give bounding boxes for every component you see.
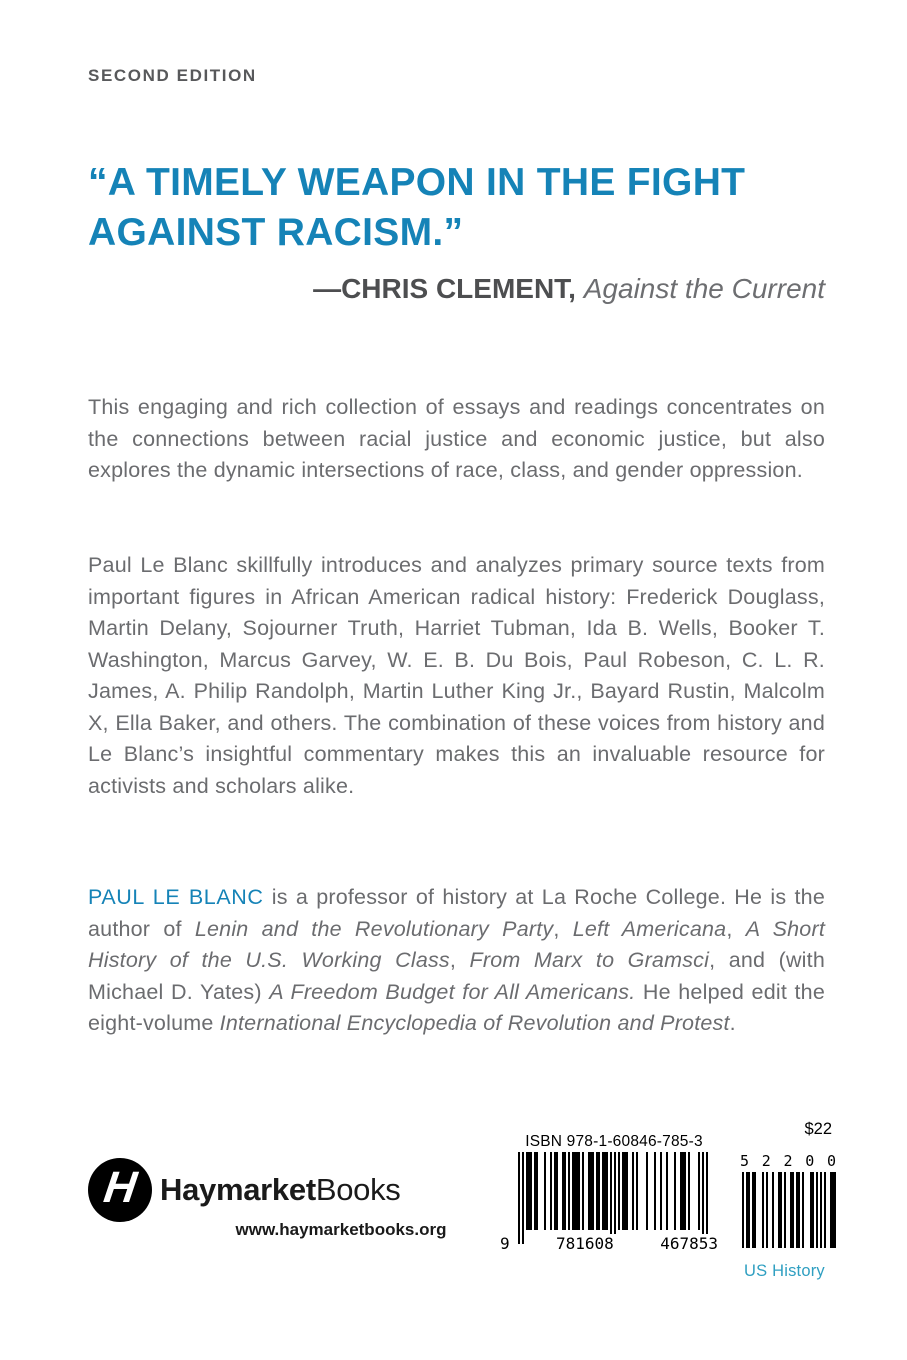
- attribution-name: —CHRIS CLEMENT,: [313, 273, 576, 304]
- author-bio: PAUL LE BLANC is a professor of history at La Roche College. He is the author of Lenin and the Revolutionary Party, Left Americana, A Short History of the U.S. Working Class, From Marx to Gramsci, and (with Michael D. Yates) A Freedom Budget for All Americans. He helped edit the eight-volume International Encyclopedia of Revolution and Protest.: [88, 885, 825, 1035]
- isbn-barcode: [518, 1152, 708, 1246]
- description-paragraph-2: Paul Le Blanc skillfully introduces and analyzes primary source texts from important figures in African American radical history: Frederick Douglass, Martin Delany, Sojourner Truth, Harriet Tubman, Ida B. Wells, Booker T. Washington, Marcus Garvey, W. E. B. Du Bois, Paul Robeson, C. L. R. James, A. Philip Randolph, Martin Luther King Jr., Bayard Rustin, Malcolm X, Ella Baker, and others. The combination of these voices from history and Le Blanc’s insightful commentary makes this an invaluable resource for activists and scholars alike.: [88, 553, 825, 798]
- quote-attribution: [88, 272, 825, 306]
- price-supplement-barcode: [740, 1172, 836, 1248]
- isbn-label: ISBN 978-1-60846-785-3: [525, 1133, 703, 1150]
- price-code-digits: 5 2 2 0 0: [740, 1152, 836, 1170]
- description-paragraph-1: This engaging and rich collection of essays and readings concentrates on the connections between racial justice and economic justice, but also explores the dynamic intersections of race, class, and gender oppression.: [88, 395, 825, 482]
- review-quote: “A TIMELY WEAPON IN THE FIGHT AGAINST RACISM.”: [88, 161, 746, 254]
- publisher-name-regular: Books: [315, 1172, 401, 1207]
- price-label: $22: [804, 1120, 832, 1138]
- isbn-digits: 9 781608 467853: [500, 1234, 718, 1253]
- category-label: US History: [744, 1262, 825, 1280]
- edition-label: SECOND EDITION: [88, 66, 257, 85]
- haymarket-logo-icon: [88, 1158, 152, 1222]
- publisher-website: www.haymarketbooks.org: [235, 1220, 447, 1239]
- haymarket-logo-letter: H: [101, 1163, 140, 1212]
- publisher-name-bold: Haymarket: [160, 1172, 316, 1207]
- publisher-wordmark: [160, 1172, 401, 1208]
- attribution-source: Against the Current: [583, 273, 825, 304]
